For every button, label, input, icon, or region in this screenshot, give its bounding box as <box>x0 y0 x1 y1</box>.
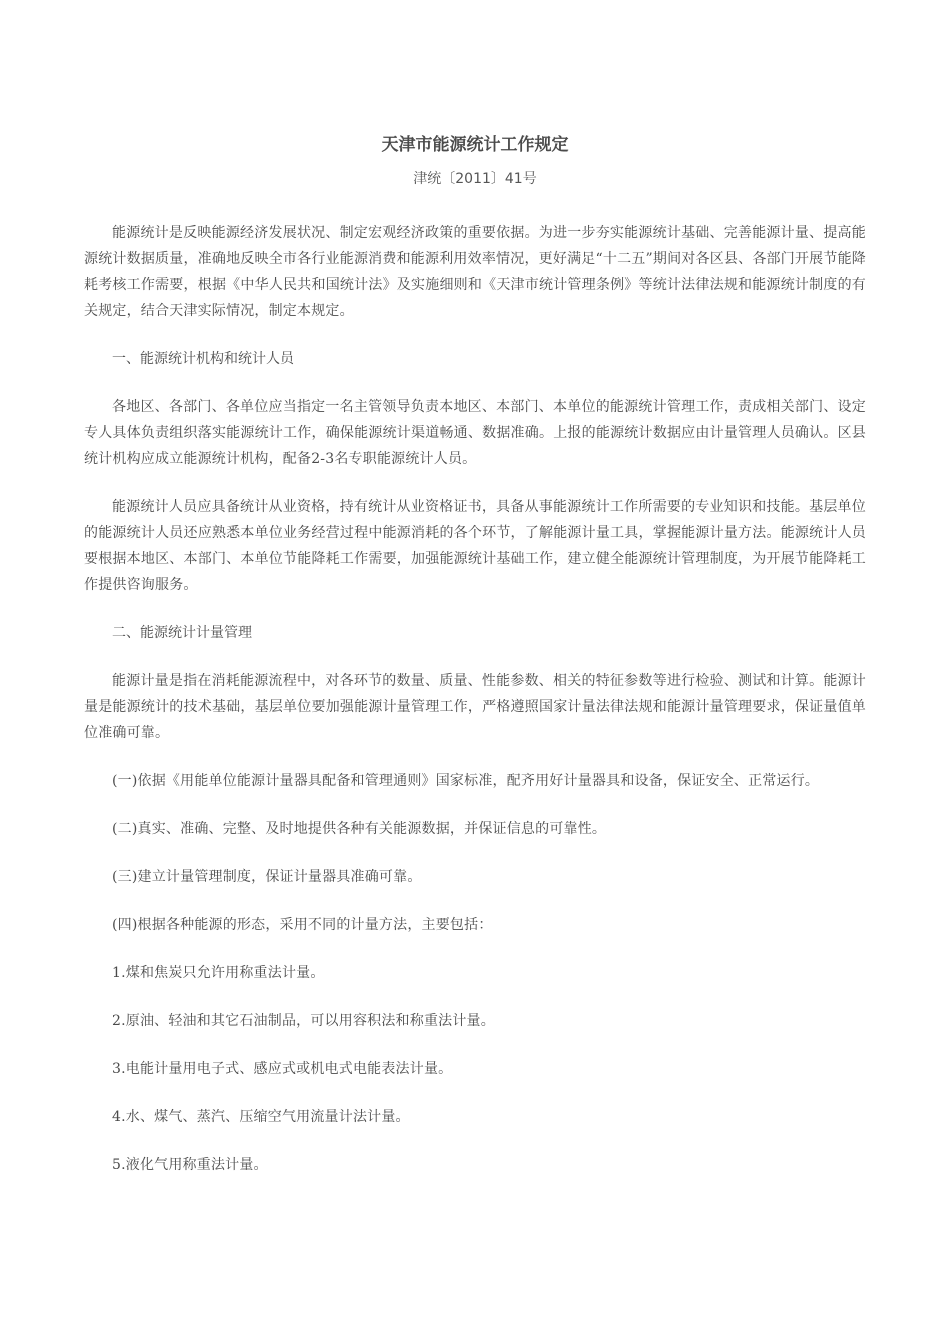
paragraph-intro: 能源统计是反映能源经济发展状况、制定宏观经济政策的重要依据。为进一步夯实能源统计基础、完善能源计量、提高能源统计数据质量，准确地反映全市各行业能源消费和能源利用效率情况，更好满足“十二五”期间对各区县、各部门开展节能降耗考核工作需要，根据《中华人民共和国统计法》及实施细则和《天津市统计管理条例》等统计法律法规和能源统计制度的有关规定，结合天津实际情况，制定本规定。 <box>84 225 866 319</box>
section-heading-1: 一、能源统计机构和统计人员 <box>112 351 294 367</box>
list-item: 1.煤和焦炭只允许用称重法计量。 <box>112 965 325 981</box>
paragraph: 能源统计人员应具备统计从业资格，持有统计从业资格证书，具备从事能源统计工作所需要的专业知识和技能。基层单位的能源统计人员还应熟悉本单位业务经营过程中能源消耗的各个环节，了解能源计量工具，掌握能源计量方法。能源统计人员要根据本地区、本部门、本单位节能降耗工作需要，加强能源统计基础工作，建立健全能源统计管理制度，为开展节能降耗工作提供咨询服务。 <box>84 499 866 593</box>
paragraph: 各地区、各部门、各单位应当指定一名主管领导负责本地区、本部门、本单位的能源统计管理工作，责成相关部门、设定专人具体负责组织落实能源统计工作，确保能源统计渠道畅通、数据准确。上报的能源统计数据应由计量管理人员确认。区县统计机构应成立能源统计机构，配备2-3名专职能源统计人员。 <box>84 399 866 467</box>
list-item: 2.原油、轻油和其它石油制品，可以用容积法和称重法计量。 <box>112 1013 495 1029</box>
document-page <box>84 128 866 1200</box>
document-number: 津统〔2011〕41号 <box>413 171 537 187</box>
list-item: (二)真实、准确、完整、及时地提供各种有关能源数据，并保证信息的可靠性。 <box>112 821 607 837</box>
section-heading-2: 二、能源统计计量管理 <box>112 625 252 641</box>
list-item: 3.电能计量用电子式、感应式或机电式电能表法计量。 <box>112 1061 453 1077</box>
document-title: 天津市能源统计工作规定 <box>381 135 569 155</box>
list-item: (一)依据《用能单位能源计量器具配备和管理通则》国家标准，配齐用好计量器具和设备，保证安全、正常运行。 <box>112 773 820 789</box>
list-item: (三)建立计量管理制度，保证计量器具准确可靠。 <box>112 869 422 885</box>
paragraph: 能源计量是指在消耗能源流程中，对各环节的数量、质量、性能参数、相关的特征参数等进行检验、测试和计算。能源计量是能源统计的技术基础，基层单位要加强能源计量管理工作，严格遵照国家计量法律法规和能源计量管理要求，保证量值单位准确可靠。 <box>84 673 866 741</box>
document-body <box>84 220 866 1178</box>
list-item: 5.液化气用称重法计量。 <box>112 1157 268 1173</box>
list-item: (四)根据各种能源的形态，采用不同的计量方法，主要包括： <box>112 917 493 933</box>
list-item: 4.水、煤气、蒸汽、压缩空气用流量计法计量。 <box>112 1109 410 1125</box>
